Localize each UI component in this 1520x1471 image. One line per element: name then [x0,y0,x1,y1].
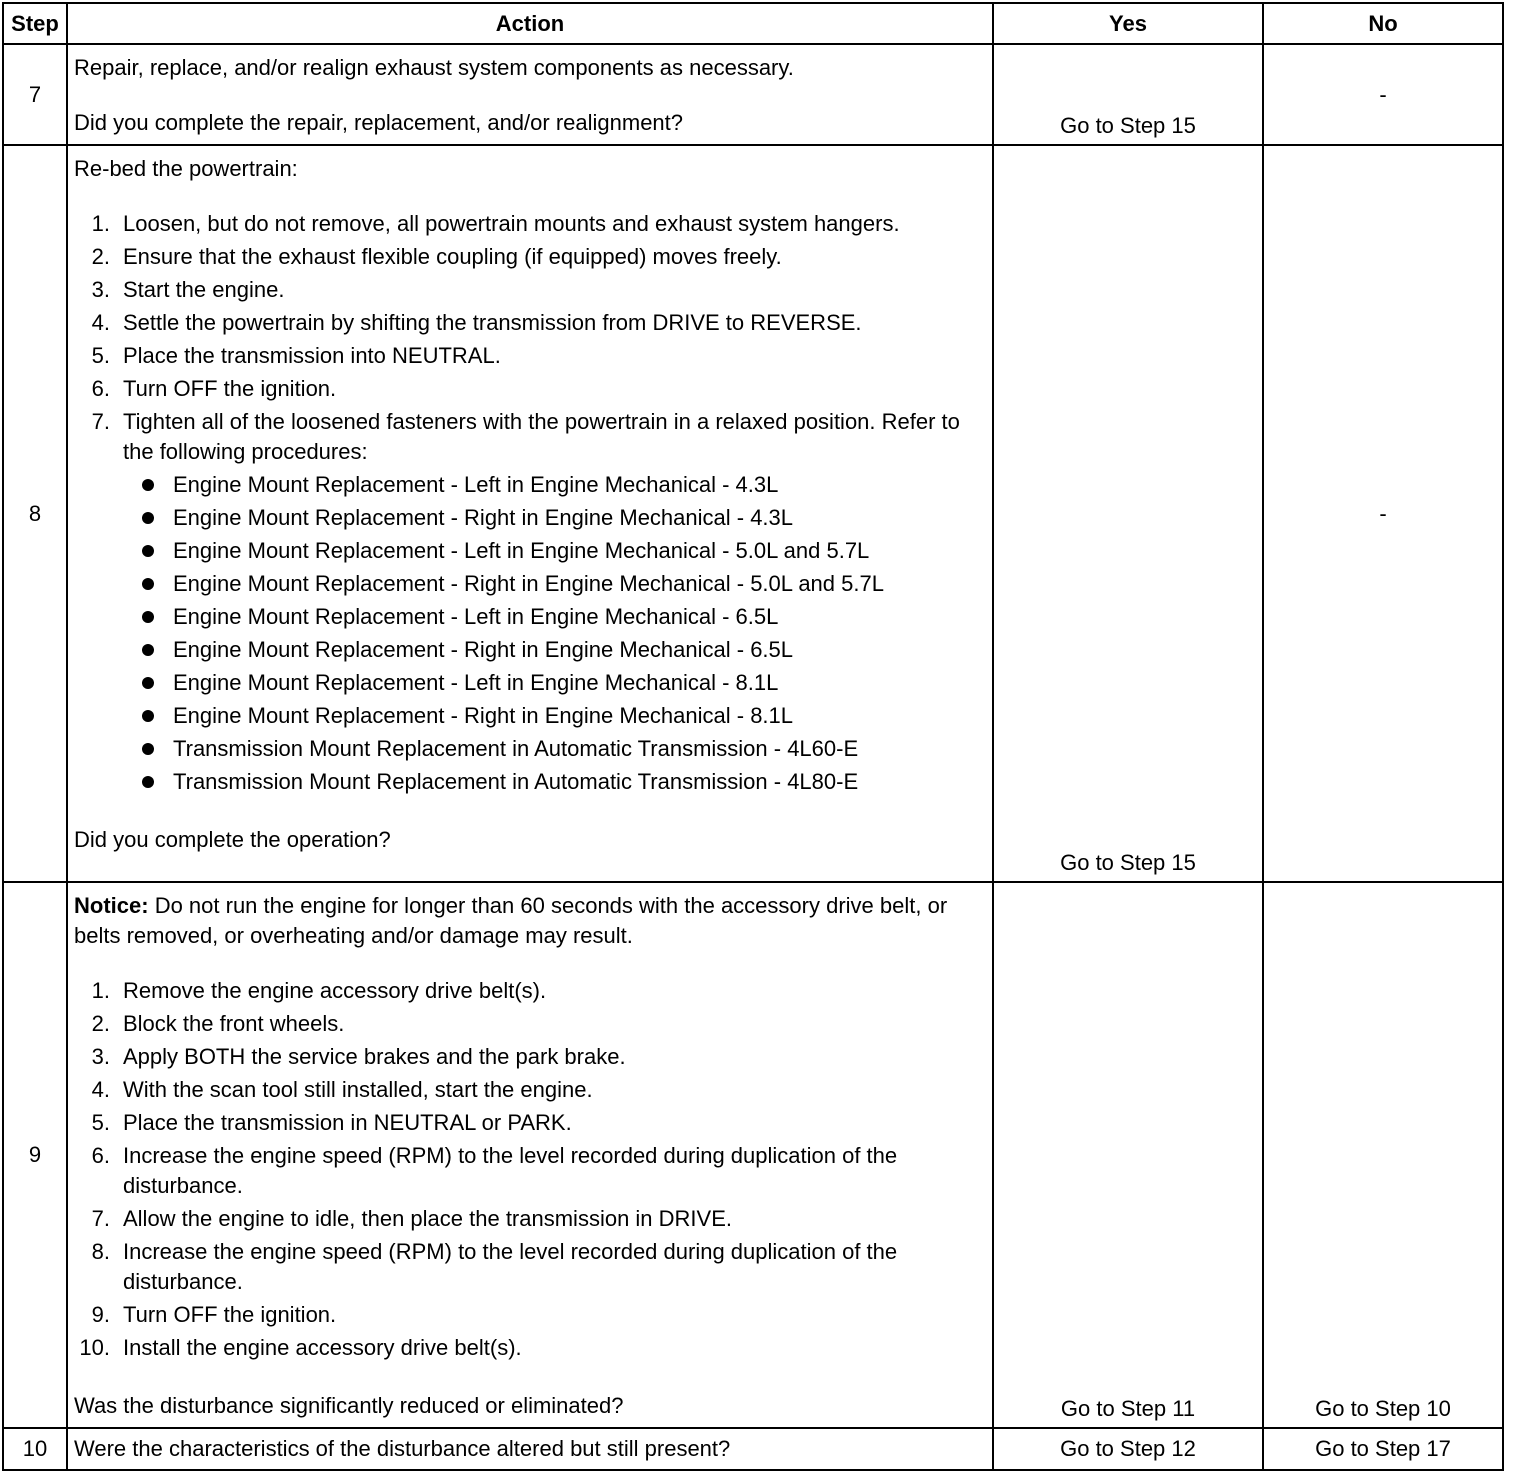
list-item: 4. Settle the powertrain by shifting the transmission from DRIVE to REVERSE. [91,310,862,335]
step-number: 9 [3,882,67,1428]
header-no: No [1263,3,1503,44]
step-number: 8 [3,145,67,882]
list-item: 2. Ensure that the exhaust flexible coupling (if equipped) moves freely. [91,244,782,269]
procedure-list [74,976,984,1363]
notice-label: Notice: [74,893,149,918]
procedure-reference-list [123,470,984,797]
step-number: 10 [3,1428,67,1470]
yes-result: Go to Step 12 [993,1428,1263,1470]
action-intro: Re-bed the powertrain: [74,156,298,181]
action-question: Did you complete the operation? [74,827,391,852]
no-cell [1263,44,1503,145]
list-item: 5. Place the transmission in NEUTRAL or PARK. [91,1110,572,1135]
procedure-link[interactable]: Engine Mount Replacement - Right in Engine Mechanical - 6.5L [123,635,984,665]
bullet-icon [142,611,154,623]
bullet-icon [142,578,154,590]
header-step: Step [3,3,67,44]
list-item: 1. Loosen, but do not remove, all powertrain mounts and exhaust system hangers. [91,211,900,236]
no-cell [1263,882,1503,1428]
header-yes: Yes [993,3,1263,44]
bullet-icon [142,512,154,524]
yes-result: Go to Step 15 [1060,113,1196,138]
list-item: 4. With the scan tool still installed, start the engine. [91,1077,593,1102]
list-item: 7. Tighten all of the loosened fasteners with the powertrain in a relaxed position. Refer to the following procedures: Engine Mount Replacement - Left in Engine Mechanical - 4.3L Engine Mount Replacement - Right in Engine Mechanical - 4.3L Engine Mount Replacement - Left in Engine Mechanical - 5.0L and 5.7L Engine Mount Replacement - Right in Engine Mechanical - 5.0L and 5.7L Engine Mount Replacement - Left in Engine Mechanical - 6.5L Engine Mount Replacement - Right in Engine Mechanical - 6.5L Engine Mount Replacement - Left in Engine Mechanical - 8.1L Engine Mount Replacement - Right in Engine Mechanical - 8.1L Transmission Mount Replacement in Automatic Transmission - 4L60-E Transmission Mount Replacement in Automatic Transmission - 4L80-E [74,407,984,797]
yes-result: Go to Step 11 [1060,1396,1196,1421]
procedure-link[interactable]: Transmission Mount Replacement in Automatic Transmission - 4L60-E [123,734,984,764]
procedure-link[interactable]: Engine Mount Replacement - Left in Engine Mechanical - 5.0L and 5.7L [123,536,984,566]
yes-cell [993,145,1263,882]
bullet-icon [142,545,154,557]
list-item: 7. Allow the engine to idle, then place the transmission in DRIVE. [91,1206,732,1231]
table-row-step-9 [3,882,1503,1428]
table-row-step-7 [3,44,1503,145]
action-cell [67,145,993,882]
yes-result: Go to Step 15 [1060,850,1196,875]
bullet-icon [142,677,154,689]
procedure-link[interactable]: Engine Mount Replacement - Right in Engine Mechanical - 8.1L [123,701,984,731]
procedure-link[interactable]: Engine Mount Replacement - Left in Engine Mechanical - 4.3L [123,470,984,500]
table-row-step-10 [3,1428,1503,1470]
action-intro: Repair, replace, and/or realign exhaust system components as necessary. [74,55,794,80]
list-item: 10. Install the engine accessory drive belt(s). [79,1335,522,1360]
procedure-link[interactable]: Engine Mount Replacement - Left in Engine Mechanical - 6.5L [123,602,984,632]
step-number: 7 [3,44,67,145]
notice-text: Do not run the engine for longer than 60 seconds with the accessory drive belt, or belts removed, or overheating and/or damage may result. [74,893,948,948]
diagnostic-table [2,2,1504,1471]
bullet-icon [142,644,154,656]
procedure-link[interactable]: Transmission Mount Replacement in Automatic Transmission - 4L80-E [123,767,984,797]
no-result: - [1379,500,1387,526]
procedure-link[interactable]: Engine Mount Replacement - Left in Engine Mechanical - 8.1L [123,668,984,698]
no-result: Go to Step 10 [1315,1396,1451,1421]
list-item: 6. Turn OFF the ignition. [91,376,337,401]
action-cell [67,882,993,1428]
header-action: Action [67,3,993,44]
procedure-list [74,209,984,797]
action-cell [67,44,993,145]
list-item: 9. Turn OFF the ignition. [91,1302,337,1327]
table-row-step-8 [3,145,1503,882]
bullet-icon [142,710,154,722]
list-item: 8. Increase the engine speed (RPM) to the level recorded during duplication of the disturbance. [91,1239,898,1294]
action-cell [67,1428,993,1470]
procedure-link[interactable]: Engine Mount Replacement - Right in Engine Mechanical - 4.3L [123,503,984,533]
list-item: 3. Apply BOTH the service brakes and the park brake. [91,1044,626,1069]
list-item: 1. Remove the engine accessory drive belt(s). [91,978,547,1003]
action-question: Did you complete the repair, replacement, and/or realignment? [74,110,684,135]
bullet-icon [142,479,154,491]
list-item: 3. Start the engine. [91,277,285,302]
no-result: Go to Step 17 [1263,1428,1503,1470]
list-item: 5. Place the transmission into NEUTRAL. [91,343,501,368]
notice [74,891,984,951]
no-result: - [1379,81,1387,107]
action-question: Were the characteristics of the disturbance altered but still present? [74,1436,731,1461]
yes-cell [993,882,1263,1428]
bullet-icon [142,776,154,788]
action-question: Was the disturbance significantly reduced or eliminated? [74,1393,624,1418]
bullet-icon [142,743,154,755]
procedure-link[interactable]: Engine Mount Replacement - Right in Engine Mechanical - 5.0L and 5.7L [123,569,984,599]
yes-cell [993,44,1263,145]
no-cell [1263,145,1503,882]
header-row [3,3,1503,44]
list-item: 2. Block the front wheels. [91,1011,345,1036]
list-item: 6. Increase the engine speed (RPM) to the level recorded during duplication of the disturbance. [91,1143,898,1198]
